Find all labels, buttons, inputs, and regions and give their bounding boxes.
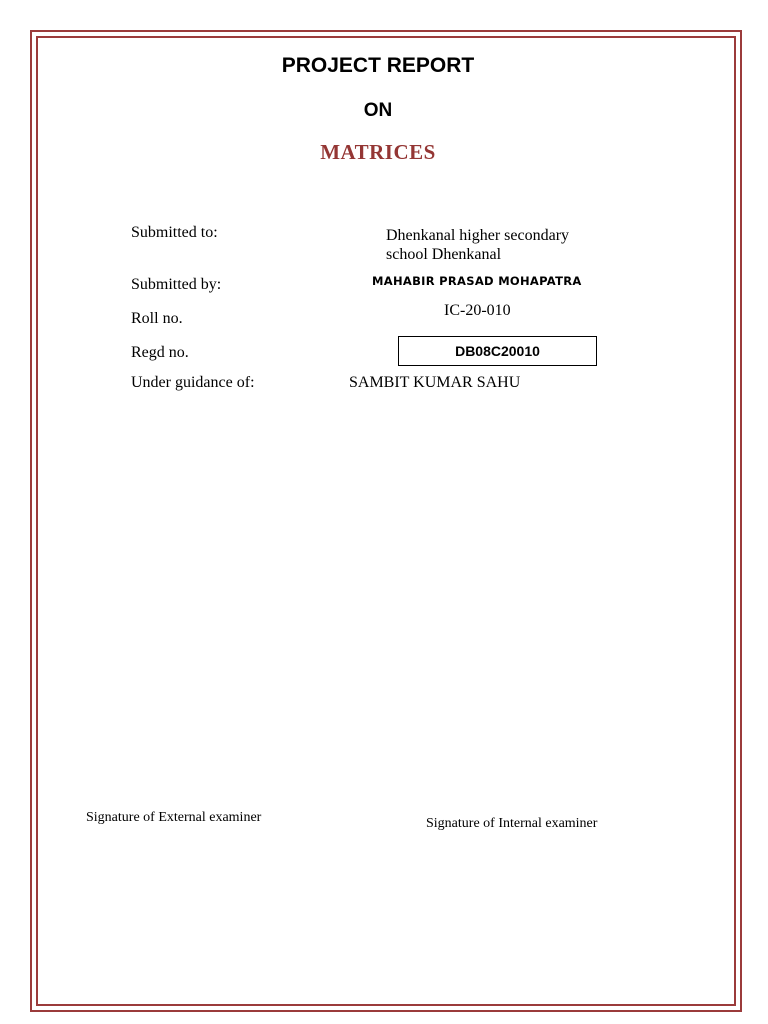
submitted-to-label: Submitted to:: [131, 224, 218, 241]
guidance-label: Under guidance of:: [131, 374, 255, 391]
regd-label: Regd no.: [131, 344, 189, 361]
submitted-to-value-line1: Dhenkanal higher secondary: [386, 227, 570, 244]
submitted-by-label: Submitted by:: [131, 276, 222, 293]
report-topic: MATRICES: [320, 140, 436, 164]
page-border-inner: [36, 36, 736, 1006]
internal-examiner-signature: Signature of Internal examiner: [426, 816, 598, 831]
submitted-to-value-line2: school Dhenkanal: [386, 246, 502, 263]
report-title: PROJECT REPORT: [281, 54, 475, 77]
external-examiner-signature: Signature of External examiner: [86, 810, 262, 825]
roll-label: Roll no.: [131, 310, 183, 327]
submitted-by-value: MAHABIR PRASAD MOHAPATRA: [372, 274, 582, 288]
report-on: ON: [363, 100, 393, 121]
regd-value-box: DB08C20010: [398, 336, 597, 366]
roll-value: IC-20-010: [444, 302, 511, 319]
guidance-value: SAMBIT KUMAR SAHU: [349, 374, 521, 391]
